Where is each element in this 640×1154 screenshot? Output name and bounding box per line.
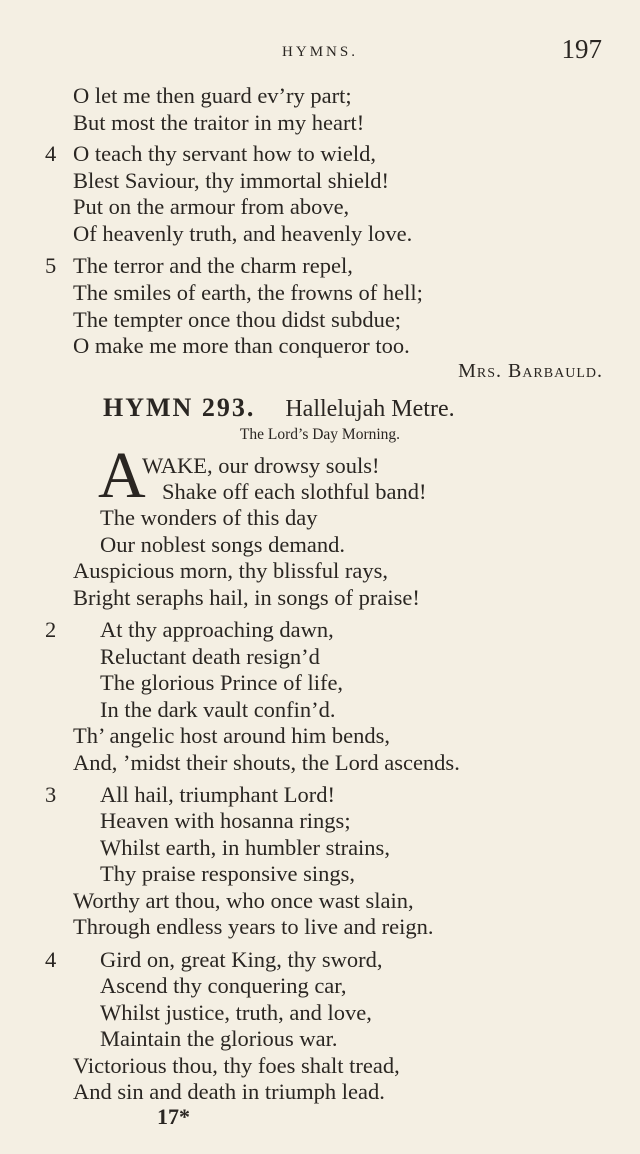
hymn-line: At thy approaching dawn,: [100, 617, 334, 642]
hymn-line: O teach thy servant how to wield,: [73, 141, 377, 166]
hymn-line: Ascend thy conquering car,: [100, 973, 347, 998]
running-head: HYMNS.: [282, 44, 358, 60]
hymn-heading: [103, 393, 455, 423]
hymn-line: Blest Saviour, thy immortal shield!: [73, 168, 389, 193]
hymn-line: Of heavenly truth, and heavenly love.: [73, 221, 413, 246]
hymn-line: The glorious Prince of life,: [100, 670, 344, 695]
hymn-line: O make me more than conqueror too.: [73, 333, 410, 358]
hymn-metre: Hallelujah Metre.: [285, 396, 455, 422]
signature-mark: 17*: [157, 1104, 190, 1129]
hymn-line: Put on the armour from above,: [73, 194, 350, 219]
hymn-line: Through endless years to live and reign.: [73, 914, 434, 939]
hymn-line: Whilst earth, in humbler strains,: [100, 835, 390, 860]
hymn-line: Thy praise responsive sings,: [100, 861, 355, 886]
hymn-line: The terror and the charm repel,: [73, 253, 353, 278]
verse-number: 3: [45, 782, 57, 807]
hymn-line: WAKE, our drowsy souls!: [142, 453, 380, 478]
hymn-title: HYMN 293.: [103, 393, 256, 422]
hymn-line: Gird on, great King, thy sword,: [100, 947, 383, 972]
author-attribution: Mrs. Barbauld.: [458, 360, 603, 382]
hymn-line: O let me then guard ev’ry part;: [73, 83, 352, 108]
hymn-line: Our noblest songs demand.: [100, 532, 345, 557]
verse-number: 2: [45, 617, 57, 642]
hymn-line: And, ’midst their shouts, the Lord ascends.: [73, 750, 460, 775]
verse-number: 4: [45, 141, 57, 166]
page-number: 197: [561, 34, 602, 64]
hymn-subtitle: The Lord’s Day Morning.: [239, 426, 401, 443]
hymn-line: Bright seraphs hail, in songs of praise!: [73, 585, 420, 610]
hymn-line: Maintain the glorious war.: [100, 1026, 338, 1051]
hymn-line: Heaven with hosanna rings;: [100, 808, 351, 833]
hymn-line: And sin and death in triumph lead.: [73, 1079, 385, 1104]
hymn-line: Reluctant death resign’d: [100, 644, 320, 669]
hymn-line: Victorious thou, thy foes shalt tread,: [73, 1053, 400, 1078]
hymn-line: Auspicious morn, thy blissful rays,: [73, 558, 388, 583]
hymn-line: Th’ angelic host around him bends,: [73, 723, 391, 748]
hymn-line: The tempter once thou didst subdue;: [73, 307, 402, 332]
verse-number: 4: [45, 947, 57, 972]
drop-cap: A: [98, 439, 146, 512]
hymn-line: The wonders of this day: [100, 505, 318, 530]
hymn-line: The smiles of earth, the frowns of hell;: [73, 280, 423, 305]
hymn-line: In the dark vault confin’d.: [100, 697, 336, 722]
verse-number: 5: [45, 253, 57, 278]
hymn-line: Whilst justice, truth, and love,: [100, 1000, 372, 1025]
hymn-line: Worthy art thou, who once wast slain,: [73, 888, 414, 913]
hymn-line: Shake off each slothful band!: [162, 479, 427, 504]
hymn-line: But most the traitor in my heart!: [73, 110, 365, 135]
hymn-line: All hail, triumphant Lord!: [100, 782, 335, 807]
